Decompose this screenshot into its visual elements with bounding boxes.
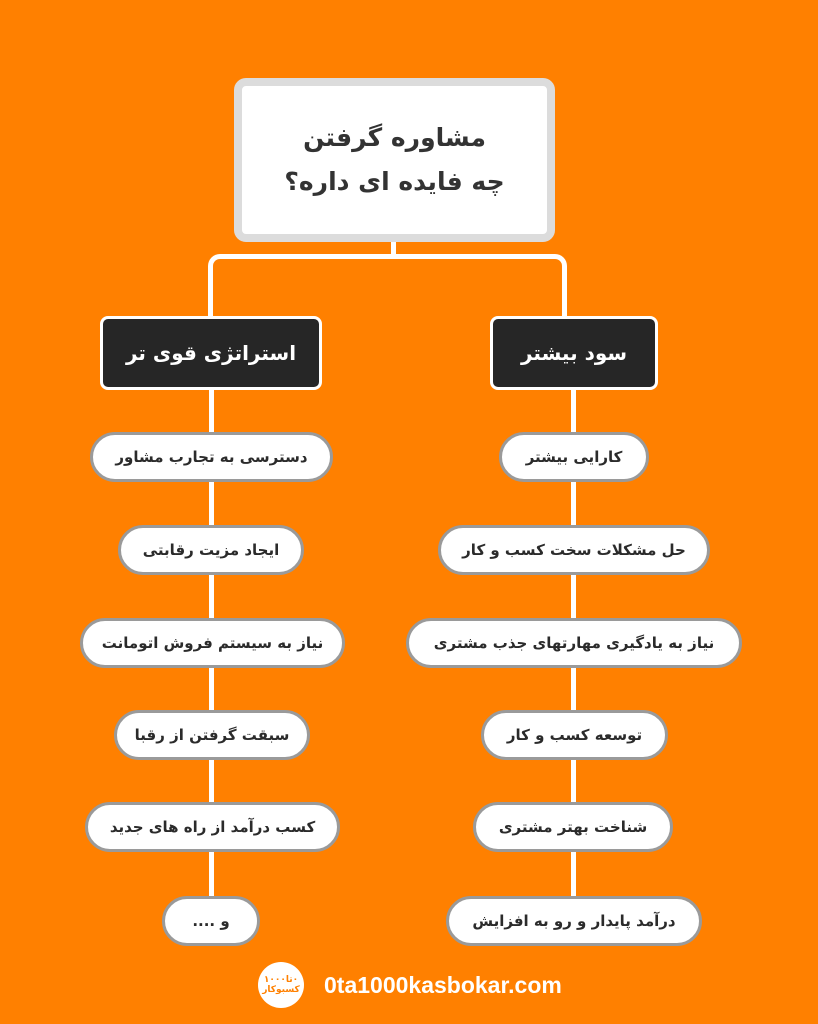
heading-right-label: سود بیشتر — [520, 341, 628, 365]
right-item-4 — [481, 710, 668, 760]
left-item-5 — [85, 802, 340, 852]
brand-logo-text: ۰تا۱۰۰۰ کسبوکار — [262, 975, 300, 995]
brand-logo-icon — [258, 962, 304, 1008]
heading-left-label: استراتژی قوی تر — [125, 341, 297, 365]
left-item-1-label: دسترسی به تجارب مشاور — [115, 448, 308, 466]
left-item-5-label: کسب درآمد از راه های جدید — [109, 818, 316, 836]
left-item-3-label: نیاز به سیستم فروش اتومانت — [101, 634, 324, 652]
right-item-6 — [446, 896, 702, 946]
left-item-6 — [162, 896, 260, 946]
left-item-2 — [118, 525, 304, 575]
footer — [258, 961, 562, 1009]
right-item-1 — [499, 432, 649, 482]
left-item-1 — [90, 432, 333, 482]
right-item-3 — [406, 618, 742, 668]
title-line-2: چه فایده ای داره؟ — [284, 167, 505, 196]
title-box — [234, 78, 555, 242]
right-item-5-label: شناخت بهتر مشتری — [498, 818, 648, 836]
title-line-1: مشاوره گرفتن — [303, 123, 486, 152]
website-link[interactable]: 0ta1000kasbokar.com — [324, 971, 562, 998]
heading-stronger-strategy — [100, 316, 322, 390]
right-item-2-label: حل مشکلات سخت کسب و کار — [462, 541, 686, 559]
left-item-4-label: سبقت گرفتن از رقبا — [134, 726, 290, 744]
right-item-5 — [473, 802, 673, 852]
connector-branch-split — [208, 254, 567, 316]
heading-more-profit — [490, 316, 658, 390]
right-item-6-label: درآمد پایدار و رو به افزایش — [472, 912, 676, 930]
right-item-2 — [438, 525, 710, 575]
right-item-1-label: کارایی بیشتر — [525, 448, 623, 466]
left-item-3 — [80, 618, 345, 668]
left-item-4 — [114, 710, 310, 760]
right-item-4-label: توسعه کسب و کار — [506, 726, 643, 744]
left-item-2-label: ایجاد مزیت رقابتی — [142, 541, 280, 559]
right-item-3-label: نیاز به یادگیری مهارتهای جذب مشتری — [433, 634, 715, 652]
left-item-6-label: و .... — [192, 912, 230, 930]
